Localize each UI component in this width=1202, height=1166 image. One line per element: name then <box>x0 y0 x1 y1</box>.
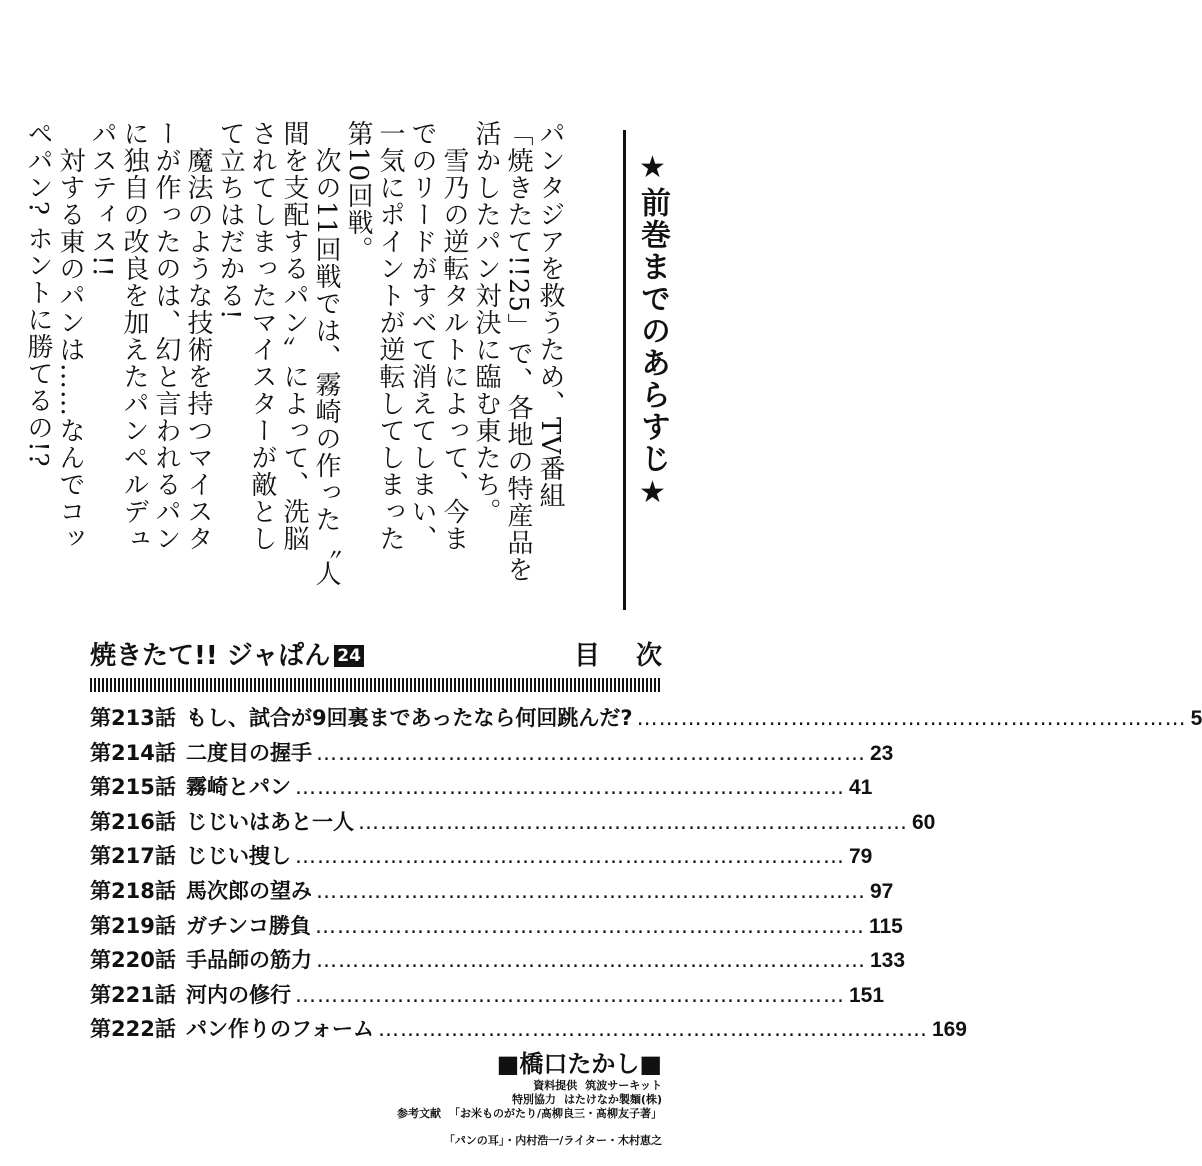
synopsis-line: 第10回戦。 <box>343 120 373 264</box>
volume-badge: 24 <box>334 645 364 667</box>
leader-dots: ………………………………………………………………… <box>316 878 866 903</box>
chapter-number: 第220話 <box>90 948 176 973</box>
leader-dots: ………………………………………………………………… <box>295 982 845 1007</box>
synopsis-line: パンタジアを救うため、TV番組 <box>535 120 565 510</box>
chapter-page: 41 <box>849 776 873 800</box>
chapter-page: 60 <box>912 810 936 834</box>
credit-data-line <box>397 1079 662 1093</box>
synopsis-line: 活かしたパン対決に臨む東たち。 <box>471 120 501 525</box>
chapter-row[interactable] <box>90 771 873 806</box>
synopsis-line: 次の11回戦では、霧崎の作った〝人 <box>311 120 341 588</box>
synopsis-line: パスティス!! <box>87 120 117 278</box>
chapter-row[interactable] <box>90 910 903 945</box>
chapter-title: もし、試合が9回裏まであったなら何回跳んだ? <box>186 706 633 730</box>
chapter-title: 霧崎とパン <box>186 775 291 800</box>
chapter-title: 二度目の握手 <box>186 740 312 765</box>
synopsis-line: に独自の改良を加えたパンペルデュ <box>119 120 149 552</box>
toc-heading: 目次 <box>573 641 698 671</box>
chapter-list <box>90 702 1202 1048</box>
credit-ref-line <box>397 1107 662 1121</box>
author-name: ■橋口たかし■ <box>496 1050 662 1078</box>
chapter-number: 第213話 <box>90 706 176 730</box>
credits-block <box>397 1079 662 1121</box>
chapter-number: 第215話 <box>90 775 176 800</box>
synopsis-line: 対する東のパンは……なんでコッ <box>55 120 85 552</box>
chapter-page: 115 <box>868 914 903 938</box>
synopsis-line: されてしまったマイスターが敵とし <box>247 120 277 552</box>
chapter-page: 23 <box>870 741 894 765</box>
credit-coop-label: 特別協力 <box>511 1093 556 1106</box>
chapter-number: 第221話 <box>90 982 176 1007</box>
synopsis-line: 一気にポイントが逆転してしまった <box>375 120 405 552</box>
synopsis-line: て立ちはだかる! <box>215 120 245 321</box>
chapter-title: 手品師の筋力 <box>186 948 312 973</box>
chapter-row[interactable] <box>90 979 885 1014</box>
chapter-title: じじい捜し <box>186 844 291 869</box>
chapter-number: 第216話 <box>90 809 176 834</box>
chapter-page: 79 <box>849 845 873 869</box>
chapter-row[interactable] <box>90 840 873 875</box>
chapter-number: 第219話 <box>90 913 176 938</box>
chapter-number: 第222話 <box>90 1017 176 1042</box>
credit-coop-line <box>397 1093 662 1107</box>
synopsis-title-rule <box>623 130 626 610</box>
chapter-page: 5 <box>1190 707 1202 730</box>
decorative-stripe <box>90 678 662 692</box>
chapter-row[interactable] <box>90 702 1202 737</box>
leader-dots: ………………………………………………………………… <box>295 775 845 800</box>
chapter-row[interactable] <box>90 737 894 772</box>
synopsis-line: 雪乃の逆転タルトによって、今ま <box>439 120 469 552</box>
chapter-title: 河内の修行 <box>186 982 291 1007</box>
chapter-title: パン作りのフォーム <box>186 1017 374 1042</box>
credit-ref-value: 「お米ものがたり/髙柳良三・髙柳友子著」 <box>448 1107 662 1120</box>
leader-dots: ………………………………………………………………… <box>316 740 866 765</box>
credit-data-value: 筑波サーキット <box>585 1079 662 1092</box>
chapter-number: 第217話 <box>90 844 176 869</box>
chapter-row[interactable] <box>90 1013 967 1048</box>
credit-ref-label: 参考文献 <box>396 1107 441 1120</box>
chapter-title: ガチンコ勝負 <box>186 913 311 938</box>
leader-dots: ………………………………………………………………… <box>314 913 865 938</box>
chapter-page: 169 <box>931 1018 967 1042</box>
synopsis-line: 間を支配するパン〟によって、洗脳 <box>279 120 309 552</box>
synopsis-title: ★前巻までのあらすじ★ <box>635 150 670 512</box>
credit-ref-line-2: 「パンの耳」・内村浩一/ライター・木村恵之 <box>443 1134 662 1147</box>
chapter-row[interactable] <box>90 875 894 910</box>
chapter-page: 97 <box>870 879 894 903</box>
chapter-page: 133 <box>870 949 906 973</box>
credit-coop-value: はたけなか製麺(株) <box>563 1093 662 1106</box>
synopsis-section <box>23 120 676 620</box>
synopsis-line: ーが作ったのは、幻と言われるパン <box>151 120 181 552</box>
series-title <box>90 635 364 672</box>
toc-header <box>90 636 698 672</box>
series-title-text: 焼きたて!! ジャぱん <box>90 641 331 671</box>
chapter-row[interactable] <box>90 806 936 841</box>
chapter-row[interactable] <box>90 944 906 979</box>
synopsis-line: 魔法のような技術を持つマイスタ <box>183 120 213 552</box>
synopsis-line: 「焼きたて!!25」で、各地の特産品を <box>503 120 533 583</box>
leader-dots: ………………………………………………………………… <box>377 1017 928 1042</box>
synopsis-line: ペパン? ホントに勝てるの!? <box>23 120 53 468</box>
leader-dots: ………………………………………………………………… <box>316 948 866 973</box>
credit-data-label: 資料提供 <box>533 1079 578 1092</box>
chapter-number: 第214話 <box>90 740 176 765</box>
chapter-title: 馬次郎の望み <box>186 878 312 903</box>
synopsis-body <box>23 120 566 620</box>
chapter-number: 第218話 <box>90 878 176 903</box>
chapter-title: じじいはあと一人 <box>186 809 354 834</box>
synopsis-line: でのリードがすべて消えてしまい、 <box>407 120 437 552</box>
leader-dots: ………………………………………………………………… <box>295 844 845 869</box>
leader-dots: ………………………………………………………………… <box>358 809 908 834</box>
chapter-page: 151 <box>849 983 885 1007</box>
leader-dots: ………………………………………………………………… <box>636 706 1187 730</box>
